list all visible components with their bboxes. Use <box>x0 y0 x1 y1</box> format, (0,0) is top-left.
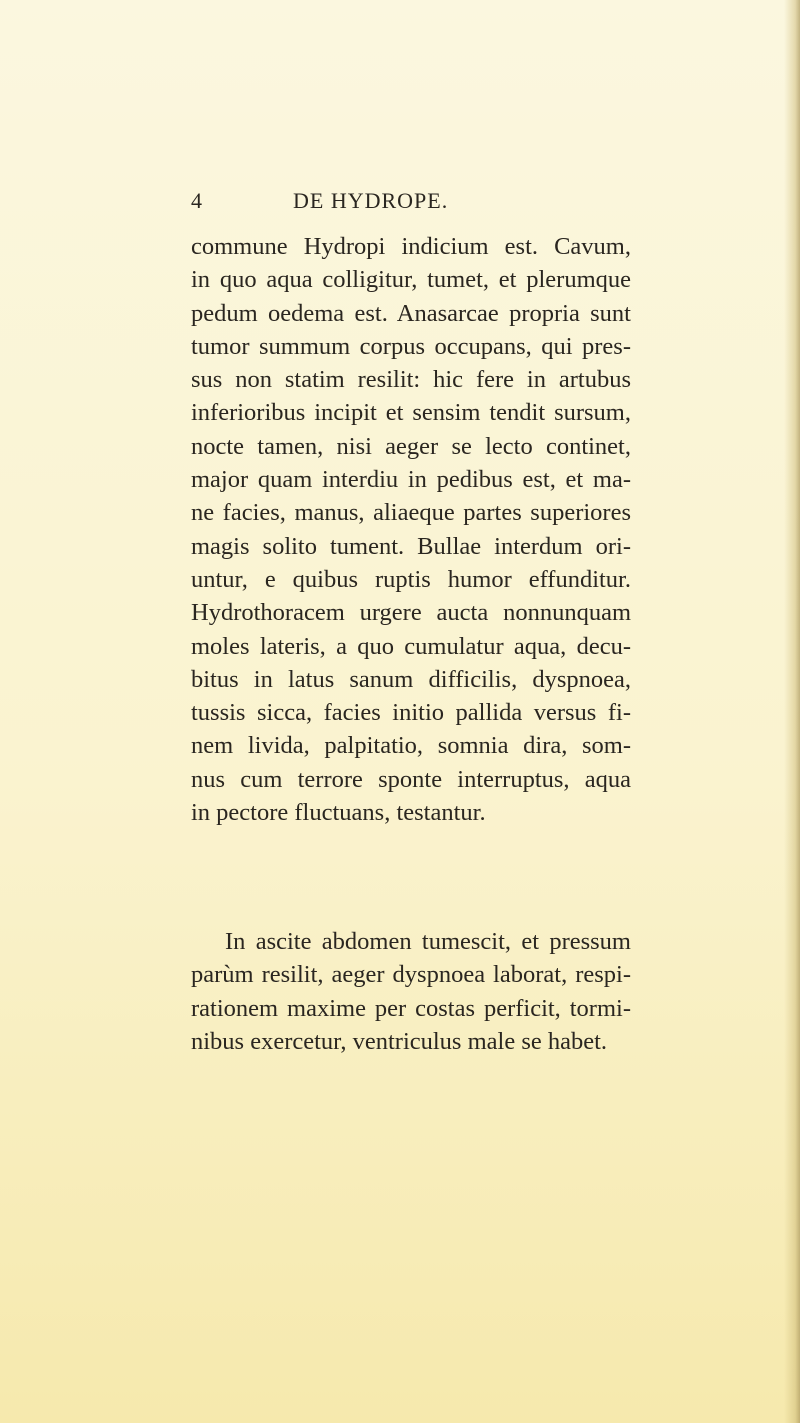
text-line: Hydrothoracem urgere aucta nonnunquam <box>191 599 631 627</box>
page-number: 4 <box>191 188 203 213</box>
text-line: in quo aqua colligitur, tumet, et plerumque <box>191 266 631 294</box>
text-line: nibus exercetur, ventriculus male se habet. <box>191 1027 608 1055</box>
paragraph-1 <box>191 230 631 829</box>
running-title: DE HYDROPE. <box>293 188 449 213</box>
text-line: inferioribus incipit et sensim tendit sursum, <box>191 399 631 427</box>
text-line: pedum oedema est. Anasarcae propria sunt <box>191 299 631 327</box>
text-line: tumor summum corpus occupans, qui pres- <box>191 332 631 360</box>
text-line: sus non statim resilit: hic fere in artubus <box>191 366 631 394</box>
text-line: in pectore fluctuans, testantur. <box>191 799 486 827</box>
text-line: In ascite abdomen tumescit, et pressum <box>225 928 631 955</box>
text-line: commune Hydropi indicium est. Cavum, <box>191 233 631 260</box>
page-edge-shadow <box>784 0 800 1423</box>
text-line: nocte tamen, nisi aeger se lecto continet, <box>191 432 631 460</box>
text-line: moles lateris, a quo cumulatur aqua, decu- <box>191 632 631 660</box>
text-line: bitus in latus sanum difficilis, dyspnoea, <box>191 665 631 693</box>
text-line: magis solito tument. Bullae interdum ori- <box>191 532 631 560</box>
paragraph-2 <box>191 925 631 1058</box>
text-line: tussis sicca, facies initio pallida versus fi- <box>191 699 631 727</box>
text-line: nus cum terrore sponte interruptus, aqua <box>191 765 631 793</box>
running-head <box>191 188 631 218</box>
text-line: rationem maxime per costas perficit, tormi- <box>191 994 631 1022</box>
text-line: parùm resilit, aeger dyspnoea laborat, respi- <box>191 961 631 989</box>
text-line: untur, e quibus ruptis humor effunditur. <box>191 565 631 593</box>
text-line: major quam interdiu in pedibus est, et ma- <box>191 466 631 494</box>
text-line: ne facies, manus, aliaeque partes superiores <box>191 499 631 527</box>
text-line: nem livida, palpitatio, somnia dira, som- <box>191 732 631 760</box>
